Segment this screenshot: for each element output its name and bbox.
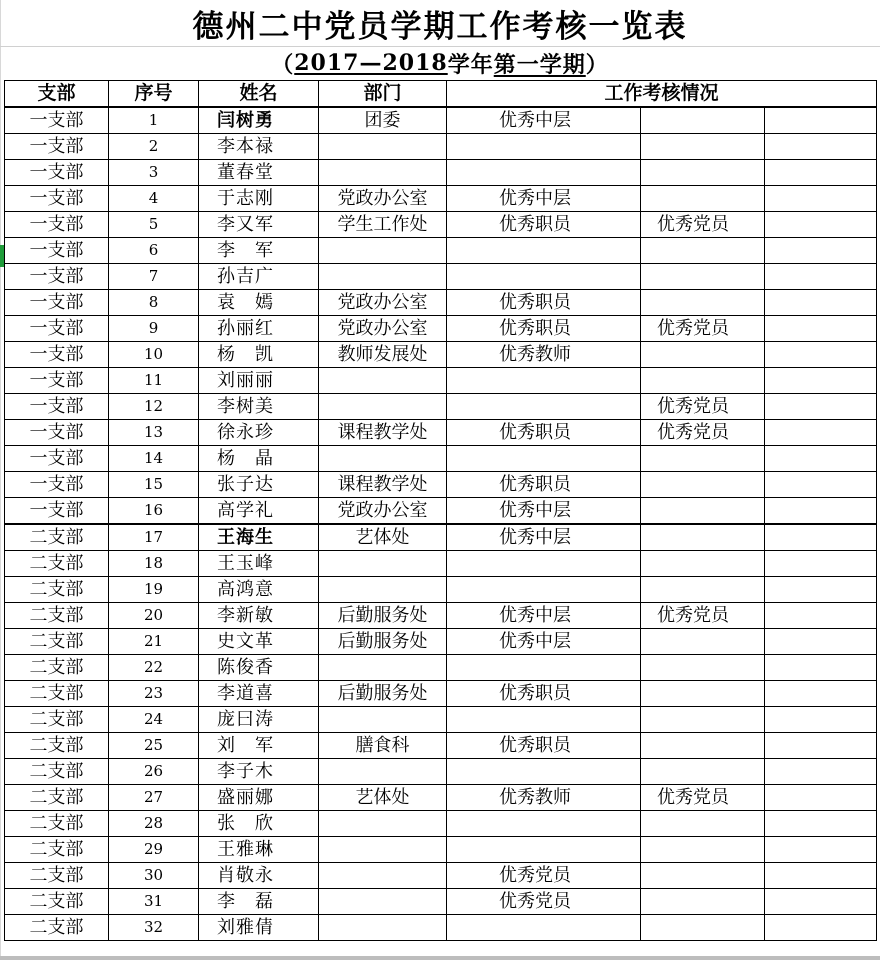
cell-name[interactable]: 杨 凯 — [199, 342, 319, 368]
cell-dept[interactable] — [319, 837, 447, 863]
cell-seq[interactable]: 15 — [109, 472, 199, 498]
cell-evaluation-3[interactable] — [765, 420, 877, 446]
table-row — [5, 655, 877, 681]
cell-evaluation-3[interactable] — [765, 394, 877, 420]
cell-evaluation-2[interactable] — [641, 368, 765, 394]
cell-seq[interactable]: 10 — [109, 342, 199, 368]
cell-evaluation-3[interactable] — [765, 889, 877, 915]
table-row — [5, 707, 877, 733]
cell-seq[interactable]: 32 — [109, 915, 199, 941]
assessment-table — [4, 80, 877, 941]
cell-evaluation-1[interactable]: 优秀教师 — [447, 785, 641, 811]
cell-name[interactable]: 李本禄 — [199, 134, 319, 160]
cell-evaluation-1[interactable] — [447, 160, 641, 186]
cell-branch[interactable]: 一支部 — [5, 107, 109, 134]
table-row — [5, 524, 877, 551]
table-row — [5, 759, 877, 785]
cell-seq[interactable]: 24 — [109, 707, 199, 733]
sheet-bottom-bar — [0, 956, 880, 960]
cell-evaluation-3[interactable] — [765, 160, 877, 186]
cell-dept[interactable] — [319, 264, 447, 290]
cell-evaluation-3[interactable] — [765, 733, 877, 759]
cell-seq[interactable]: 2 — [109, 134, 199, 160]
table-row — [5, 889, 877, 915]
cell-evaluation-2[interactable] — [641, 889, 765, 915]
cell-evaluation-1[interactable]: 优秀中层 — [447, 603, 641, 629]
cell-seq[interactable]: 22 — [109, 655, 199, 681]
cell-name[interactable]: 李新敏 — [199, 603, 319, 629]
cell-seq[interactable]: 16 — [109, 498, 199, 525]
cell-seq[interactable]: 14 — [109, 446, 199, 472]
cell-name[interactable]: 王海生 — [199, 524, 319, 551]
cell-evaluation-1[interactable]: 优秀职员 — [447, 681, 641, 707]
cell-branch[interactable]: 二支部 — [5, 629, 109, 655]
cell-evaluation-2[interactable] — [641, 160, 765, 186]
cell-evaluation-2[interactable] — [641, 577, 765, 603]
table-row — [5, 863, 877, 889]
cell-evaluation-1[interactable] — [447, 655, 641, 681]
cell-evaluation-1[interactable]: 优秀职员 — [447, 420, 641, 446]
cell-evaluation-3[interactable] — [765, 342, 877, 368]
cell-seq[interactable]: 5 — [109, 212, 199, 238]
cell-dept[interactable] — [319, 394, 447, 420]
cell-seq[interactable]: 25 — [109, 733, 199, 759]
cell-evaluation-1[interactable]: 优秀中层 — [447, 186, 641, 212]
cell-seq[interactable]: 18 — [109, 551, 199, 577]
cell-name[interactable]: 李树美 — [199, 394, 319, 420]
cell-evaluation-3[interactable] — [765, 811, 877, 837]
subtitle-open-paren: （ — [271, 51, 295, 78]
cell-branch[interactable]: 二支部 — [5, 863, 109, 889]
cell-seq[interactable]: 23 — [109, 681, 199, 707]
subtitle-school-year: 2017—2018 — [294, 50, 448, 76]
cell-evaluation-2[interactable] — [641, 837, 765, 863]
cell-dept[interactable]: 学生工作处 — [319, 212, 447, 238]
sheet-left-gridline — [0, 0, 1, 960]
cell-branch[interactable]: 二支部 — [5, 733, 109, 759]
table-row — [5, 472, 877, 498]
cell-evaluation-1[interactable]: 优秀中层 — [447, 524, 641, 551]
cell-evaluation-3[interactable] — [765, 577, 877, 603]
table-row — [5, 316, 877, 342]
cell-name[interactable]: 史文革 — [199, 629, 319, 655]
header-dept[interactable]: 部门 — [319, 81, 447, 108]
cell-branch[interactable]: 二支部 — [5, 811, 109, 837]
cell-name[interactable]: 刘丽丽 — [199, 368, 319, 394]
cell-evaluation-3[interactable] — [765, 368, 877, 394]
cell-branch[interactable]: 一支部 — [5, 290, 109, 316]
table-row — [5, 342, 877, 368]
cell-dept[interactable] — [319, 238, 447, 264]
cell-name[interactable]: 刘雅倩 — [199, 915, 319, 941]
cell-branch[interactable]: 一支部 — [5, 472, 109, 498]
cell-branch[interactable]: 一支部 — [5, 498, 109, 525]
table-row — [5, 603, 877, 629]
cell-name[interactable]: 李子木 — [199, 759, 319, 785]
cell-evaluation-3[interactable] — [765, 629, 877, 655]
cell-evaluation-1[interactable] — [447, 394, 641, 420]
cell-dept[interactable]: 后勤服务处 — [319, 629, 447, 655]
table-row — [5, 264, 877, 290]
cell-dept[interactable]: 艺体处 — [319, 524, 447, 551]
cell-seq[interactable]: 11 — [109, 368, 199, 394]
table-row — [5, 681, 877, 707]
cell-evaluation-1[interactable] — [447, 134, 641, 160]
cell-branch[interactable]: 一支部 — [5, 160, 109, 186]
cell-evaluation-2[interactable] — [641, 498, 765, 525]
cell-evaluation-2[interactable] — [641, 681, 765, 707]
cell-evaluation-2[interactable] — [641, 342, 765, 368]
page-title[interactable]: 德州二中党员学期工作考核一览表 — [0, 0, 880, 47]
table-row — [5, 915, 877, 941]
cell-branch[interactable]: 二支部 — [5, 655, 109, 681]
cell-dept[interactable] — [319, 134, 447, 160]
cell-name[interactable]: 高鸿意 — [199, 577, 319, 603]
cell-evaluation-2[interactable] — [641, 707, 765, 733]
cell-evaluation-1[interactable] — [447, 551, 641, 577]
cell-evaluation-1[interactable] — [447, 446, 641, 472]
cell-evaluation-2[interactable] — [641, 134, 765, 160]
cell-evaluation-3[interactable] — [765, 707, 877, 733]
cell-evaluation-1[interactable] — [447, 759, 641, 785]
cell-dept[interactable] — [319, 551, 447, 577]
cell-evaluation-3[interactable] — [765, 446, 877, 472]
table-body — [5, 107, 877, 941]
cell-name[interactable]: 刘 军 — [199, 733, 319, 759]
cell-dept[interactable]: 党政办公室 — [319, 290, 447, 316]
table-row — [5, 577, 877, 603]
cell-evaluation-2[interactable]: 优秀党员 — [641, 420, 765, 446]
cell-evaluation-1[interactable]: 优秀职员 — [447, 733, 641, 759]
cell-name[interactable]: 肖敬永 — [199, 863, 319, 889]
cell-evaluation-3[interactable] — [765, 915, 877, 941]
header-evaluation[interactable]: 工作考核情况 — [447, 81, 877, 108]
header-name[interactable]: 姓名 — [199, 81, 319, 108]
cell-name[interactable]: 李 磊 — [199, 889, 319, 915]
cell-evaluation-1[interactable] — [447, 264, 641, 290]
table-row — [5, 629, 877, 655]
cell-branch[interactable]: 一支部 — [5, 342, 109, 368]
cell-dept[interactable] — [319, 577, 447, 603]
cell-evaluation-2[interactable]: 优秀党员 — [641, 603, 765, 629]
cell-evaluation-2[interactable] — [641, 759, 765, 785]
cell-name[interactable]: 董春堂 — [199, 160, 319, 186]
cell-evaluation-1[interactable]: 优秀党员 — [447, 889, 641, 915]
cell-evaluation-1[interactable] — [447, 238, 641, 264]
cell-evaluation-2[interactable]: 优秀党员 — [641, 394, 765, 420]
cell-name[interactable]: 盛丽娜 — [199, 785, 319, 811]
cell-evaluation-1[interactable]: 优秀职员 — [447, 290, 641, 316]
cell-dept[interactable]: 课程教学处 — [319, 472, 447, 498]
cell-evaluation-3[interactable] — [765, 681, 877, 707]
cell-evaluation-2[interactable] — [641, 238, 765, 264]
table-row — [5, 420, 877, 446]
cell-seq[interactable]: 3 — [109, 160, 199, 186]
cell-name[interactable]: 庞曰涛 — [199, 707, 319, 733]
cell-dept[interactable]: 团委 — [319, 107, 447, 134]
cell-evaluation-1[interactable]: 优秀职员 — [447, 316, 641, 342]
table-row — [5, 498, 877, 525]
cell-seq[interactable]: 4 — [109, 186, 199, 212]
table-row — [5, 785, 877, 811]
table-row — [5, 107, 877, 134]
cell-evaluation-3[interactable] — [765, 264, 877, 290]
cell-evaluation-3[interactable] — [765, 863, 877, 889]
cell-seq[interactable]: 1 — [109, 107, 199, 134]
cell-seq[interactable]: 27 — [109, 785, 199, 811]
table-row — [5, 551, 877, 577]
cell-seq[interactable]: 29 — [109, 837, 199, 863]
table-row — [5, 212, 877, 238]
cell-name[interactable]: 李道喜 — [199, 681, 319, 707]
cell-evaluation-1[interactable] — [447, 915, 641, 941]
table-row — [5, 733, 877, 759]
cell-seq[interactable]: 8 — [109, 290, 199, 316]
cell-evaluation-1[interactable]: 优秀党员 — [447, 863, 641, 889]
cell-evaluation-1[interactable] — [447, 368, 641, 394]
cell-dept[interactable] — [319, 863, 447, 889]
cell-dept[interactable]: 后勤服务处 — [319, 681, 447, 707]
table-row — [5, 290, 877, 316]
cell-branch[interactable]: 一支部 — [5, 420, 109, 446]
cell-branch[interactable]: 二支部 — [5, 785, 109, 811]
cell-branch[interactable]: 一支部 — [5, 368, 109, 394]
cell-dept[interactable] — [319, 160, 447, 186]
cell-name[interactable]: 孙丽红 — [199, 316, 319, 342]
cell-evaluation-2[interactable] — [641, 472, 765, 498]
cell-evaluation-3[interactable] — [765, 134, 877, 160]
cell-evaluation-1[interactable]: 优秀职员 — [447, 472, 641, 498]
cell-evaluation-3[interactable] — [765, 498, 877, 525]
cell-name[interactable]: 李 军 — [199, 238, 319, 264]
cell-evaluation-2[interactable] — [641, 863, 765, 889]
cell-evaluation-1[interactable] — [447, 837, 641, 863]
cell-seq[interactable]: 17 — [109, 524, 199, 551]
header-seq[interactable]: 序号 — [109, 81, 199, 108]
cell-evaluation-2[interactable] — [641, 811, 765, 837]
cell-name[interactable]: 闫树勇 — [199, 107, 319, 134]
table-row — [5, 134, 877, 160]
cell-evaluation-2[interactable] — [641, 733, 765, 759]
cell-seq[interactable]: 13 — [109, 420, 199, 446]
table-row — [5, 238, 877, 264]
cell-branch[interactable]: 一支部 — [5, 212, 109, 238]
cell-name[interactable]: 于志刚 — [199, 186, 319, 212]
cell-seq[interactable]: 12 — [109, 394, 199, 420]
cell-evaluation-1[interactable]: 优秀中层 — [447, 498, 641, 525]
cell-branch[interactable]: 二支部 — [5, 707, 109, 733]
cell-name[interactable]: 高学礼 — [199, 498, 319, 525]
cell-seq[interactable]: 6 — [109, 238, 199, 264]
cell-name[interactable]: 张子达 — [199, 472, 319, 498]
cell-name[interactable]: 孙吉广 — [199, 264, 319, 290]
cell-evaluation-2[interactable] — [641, 446, 765, 472]
cell-dept[interactable]: 艺体处 — [319, 785, 447, 811]
cell-evaluation-2[interactable] — [641, 915, 765, 941]
cell-evaluation-1[interactable]: 优秀职员 — [447, 212, 641, 238]
cell-evaluation-2[interactable]: 优秀党员 — [641, 785, 765, 811]
cell-evaluation-2[interactable] — [641, 290, 765, 316]
cell-evaluation-3[interactable] — [765, 316, 877, 342]
cell-evaluation-2[interactable]: 优秀党员 — [641, 316, 765, 342]
header-branch[interactable]: 支部 — [5, 81, 109, 108]
cell-dept[interactable]: 党政办公室 — [319, 186, 447, 212]
cell-name[interactable]: 袁 嫣 — [199, 290, 319, 316]
cell-dept[interactable] — [319, 759, 447, 785]
subtitle-close-paren: ） — [585, 51, 609, 78]
cell-seq[interactable]: 30 — [109, 863, 199, 889]
cell-dept[interactable] — [319, 889, 447, 915]
cell-evaluation-1[interactable]: 优秀中层 — [447, 107, 641, 134]
cell-evaluation-2[interactable]: 优秀党员 — [641, 212, 765, 238]
cell-name[interactable]: 王玉峰 — [199, 551, 319, 577]
cell-evaluation-3[interactable] — [765, 759, 877, 785]
cell-evaluation-3[interactable] — [765, 837, 877, 863]
cell-evaluation-2[interactable] — [641, 524, 765, 551]
table-row — [5, 160, 877, 186]
cell-evaluation-3[interactable] — [765, 655, 877, 681]
cell-seq[interactable]: 21 — [109, 629, 199, 655]
cell-seq[interactable]: 19 — [109, 577, 199, 603]
cell-dept[interactable] — [319, 446, 447, 472]
cell-branch[interactable]: 一支部 — [5, 134, 109, 160]
cell-branch[interactable]: 一支部 — [5, 446, 109, 472]
cell-branch[interactable]: 一支部 — [5, 316, 109, 342]
cell-evaluation-1[interactable]: 优秀教师 — [447, 342, 641, 368]
cell-evaluation-1[interactable]: 优秀中层 — [447, 629, 641, 655]
cell-branch[interactable]: 二支部 — [5, 759, 109, 785]
cell-branch[interactable]: 二支部 — [5, 577, 109, 603]
cell-evaluation-3[interactable] — [765, 472, 877, 498]
cell-branch[interactable]: 二支部 — [5, 837, 109, 863]
cell-evaluation-2[interactable] — [641, 629, 765, 655]
cell-seq[interactable]: 9 — [109, 316, 199, 342]
cell-evaluation-2[interactable] — [641, 655, 765, 681]
cell-name[interactable]: 李又军 — [199, 212, 319, 238]
cell-evaluation-2[interactable] — [641, 551, 765, 577]
cell-evaluation-2[interactable] — [641, 264, 765, 290]
cell-evaluation-1[interactable] — [447, 707, 641, 733]
cell-name[interactable]: 陈俊香 — [199, 655, 319, 681]
cell-branch[interactable]: 二支部 — [5, 889, 109, 915]
cell-dept[interactable]: 教师发展处 — [319, 342, 447, 368]
table-row — [5, 811, 877, 837]
cell-name[interactable]: 徐永珍 — [199, 420, 319, 446]
table-row — [5, 186, 877, 212]
cell-evaluation-2[interactable] — [641, 107, 765, 134]
cell-seq[interactable]: 7 — [109, 264, 199, 290]
cell-evaluation-2[interactable] — [641, 186, 765, 212]
cell-dept[interactable] — [319, 811, 447, 837]
cell-seq[interactable]: 20 — [109, 603, 199, 629]
cell-dept[interactable]: 后勤服务处 — [319, 603, 447, 629]
cell-dept[interactable] — [319, 655, 447, 681]
cell-seq[interactable]: 26 — [109, 759, 199, 785]
cell-dept[interactable]: 党政办公室 — [319, 498, 447, 525]
cell-evaluation-3[interactable] — [765, 524, 877, 551]
cell-branch[interactable]: 二支部 — [5, 915, 109, 941]
cell-evaluation-3[interactable] — [765, 551, 877, 577]
cell-branch[interactable]: 二支部 — [5, 551, 109, 577]
cell-evaluation-3[interactable] — [765, 107, 877, 134]
cell-evaluation-3[interactable] — [765, 212, 877, 238]
cell-name[interactable]: 王雅琳 — [199, 837, 319, 863]
cell-evaluation-3[interactable] — [765, 785, 877, 811]
cell-branch[interactable]: 二支部 — [5, 681, 109, 707]
cell-dept[interactable]: 膳食科 — [319, 733, 447, 759]
cell-evaluation-3[interactable] — [765, 238, 877, 264]
cell-branch[interactable]: 二支部 — [5, 603, 109, 629]
table-row — [5, 837, 877, 863]
cell-evaluation-1[interactable] — [447, 811, 641, 837]
header-row — [5, 81, 877, 108]
table-row — [5, 446, 877, 472]
page-subtitle[interactable] — [0, 46, 880, 80]
subtitle-year-suffix: 学年 — [447, 51, 494, 78]
cell-seq[interactable]: 31 — [109, 889, 199, 915]
cell-name[interactable]: 张 欣 — [199, 811, 319, 837]
cell-branch[interactable]: 一支部 — [5, 264, 109, 290]
cell-dept[interactable] — [319, 915, 447, 941]
cell-branch[interactable]: 二支部 — [5, 524, 109, 551]
table-row — [5, 368, 877, 394]
cell-evaluation-3[interactable] — [765, 186, 877, 212]
cell-evaluation-3[interactable] — [765, 603, 877, 629]
cell-seq[interactable]: 28 — [109, 811, 199, 837]
cell-dept[interactable] — [319, 368, 447, 394]
cell-branch[interactable]: 一支部 — [5, 394, 109, 420]
cell-evaluation-3[interactable] — [765, 290, 877, 316]
table-row — [5, 394, 877, 420]
cell-dept[interactable]: 党政办公室 — [319, 316, 447, 342]
cell-dept[interactable] — [319, 707, 447, 733]
cell-name[interactable]: 杨 晶 — [199, 446, 319, 472]
cell-branch[interactable]: 一支部 — [5, 186, 109, 212]
cell-evaluation-1[interactable] — [447, 577, 641, 603]
subtitle-term: 第一学期 — [493, 51, 586, 78]
cell-branch[interactable]: 一支部 — [5, 238, 109, 264]
cell-dept[interactable]: 课程教学处 — [319, 420, 447, 446]
